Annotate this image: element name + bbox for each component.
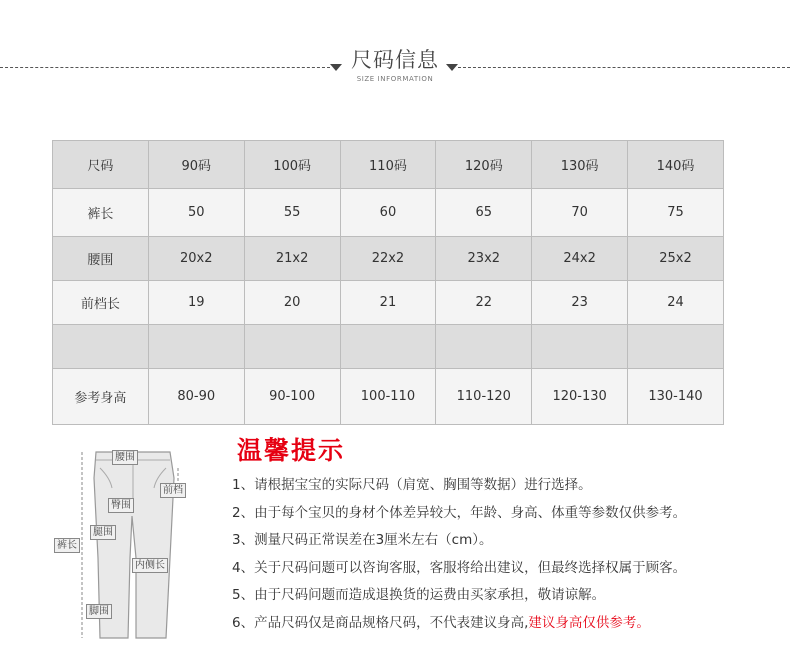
table-cell: 23 xyxy=(532,281,628,325)
tip-text: 6、产品尺码仅是商品规格尺码，不代表建议身高, xyxy=(232,614,529,631)
pants-label-front-rise: 前档 xyxy=(160,483,186,498)
table-row xyxy=(53,325,724,369)
table-row-header: 尺码 xyxy=(53,141,149,189)
pants-label-length: 裤长 xyxy=(54,538,80,553)
table-row-header xyxy=(53,325,149,369)
table-cell: 21 xyxy=(340,281,436,325)
table-row-header: 参考身高 xyxy=(53,369,149,425)
tip-text: 5、由于尺码问题而造成退换货的运费由买家承担，敬请谅解。 xyxy=(232,587,606,604)
table-cell: 90-100 xyxy=(244,369,340,425)
pants-label-hip: 臀围 xyxy=(108,498,134,513)
tips-title: 温馨提示 xyxy=(237,436,346,465)
table-cell: 20 xyxy=(244,281,340,325)
tips-list xyxy=(232,472,782,638)
header-title-block xyxy=(340,46,450,84)
table-cell: 24 xyxy=(628,281,724,325)
table-cell: 120-130 xyxy=(532,369,628,425)
table-row xyxy=(53,237,724,281)
tip-text: 1、请根据宝宝的实际尺码（肩宽、胸围等数据）进行选择。 xyxy=(232,477,592,493)
tip-text: 2、由于每个宝贝的身材个体差异较大，年龄、身高、体重等参数仅供参考。 xyxy=(232,504,687,521)
tip-item xyxy=(232,527,782,555)
table-cell: 100码 xyxy=(244,141,340,189)
table-cell: 19 xyxy=(148,281,244,325)
table-cell: 23x2 xyxy=(436,237,532,281)
table-row xyxy=(53,141,724,189)
pants-label-inseam: 内侧长 xyxy=(132,558,168,573)
table-cell: 25x2 xyxy=(628,237,724,281)
table-cell: 120码 xyxy=(436,141,532,189)
tip-highlight: 建议身高仅供参考。 xyxy=(528,614,650,631)
table-cell: 55 xyxy=(244,189,340,237)
table-row-header: 前档长 xyxy=(53,281,149,325)
table-cell: 21x2 xyxy=(244,237,340,281)
table-cell: 110-120 xyxy=(436,369,532,425)
table-row xyxy=(53,189,724,237)
table-cell: 130码 xyxy=(532,141,628,189)
table-row-header: 腰围 xyxy=(53,237,149,281)
table-cell: 130-140 xyxy=(628,369,724,425)
size-table xyxy=(52,140,724,425)
table-cell xyxy=(244,325,340,369)
section-header xyxy=(0,0,790,100)
header-subtitle: SIZE INFORMATION xyxy=(356,75,434,83)
table-cell: 70 xyxy=(532,189,628,237)
tip-text: 3、测量尺码正常误差在3厘米左右（cm）。 xyxy=(232,532,493,549)
header-title: 尺码信息 xyxy=(351,48,439,72)
table-cell xyxy=(628,325,724,369)
table-cell: 22 xyxy=(436,281,532,325)
table-cell: 80-90 xyxy=(148,369,244,425)
table-cell: 60 xyxy=(340,189,436,237)
table-row xyxy=(53,369,724,425)
table-row xyxy=(53,281,724,325)
header-divider-left xyxy=(0,67,330,68)
tip-item xyxy=(232,472,782,500)
table-cell xyxy=(148,325,244,369)
table-cell xyxy=(436,325,532,369)
tip-item xyxy=(232,582,782,610)
table-row-header: 裤长 xyxy=(53,189,149,237)
tip-item xyxy=(232,500,782,528)
pants-diagram xyxy=(52,438,182,648)
tip-item xyxy=(232,555,782,583)
table-cell xyxy=(340,325,436,369)
chevron-down-icon xyxy=(446,64,458,71)
table-cell: 65 xyxy=(436,189,532,237)
table-cell: 90码 xyxy=(148,141,244,189)
header-divider-right xyxy=(458,67,790,68)
table-cell: 50 xyxy=(148,189,244,237)
table-cell: 100-110 xyxy=(340,369,436,425)
pants-label-hem: 脚围 xyxy=(86,604,112,619)
table-cell: 22x2 xyxy=(340,237,436,281)
tip-text: 4、关于尺码问题可以咨询客服，客服将给出建议，但最终选择权属于顾客。 xyxy=(232,559,687,576)
table-cell xyxy=(532,325,628,369)
size-table-body xyxy=(53,141,724,425)
table-cell: 24x2 xyxy=(532,237,628,281)
pants-label-thigh: 腿围 xyxy=(90,525,116,540)
tip-item xyxy=(232,610,782,638)
table-cell: 20x2 xyxy=(148,237,244,281)
table-cell: 110码 xyxy=(340,141,436,189)
table-cell: 140码 xyxy=(628,141,724,189)
table-cell: 75 xyxy=(628,189,724,237)
pants-label-waist: 腰围 xyxy=(112,450,138,465)
